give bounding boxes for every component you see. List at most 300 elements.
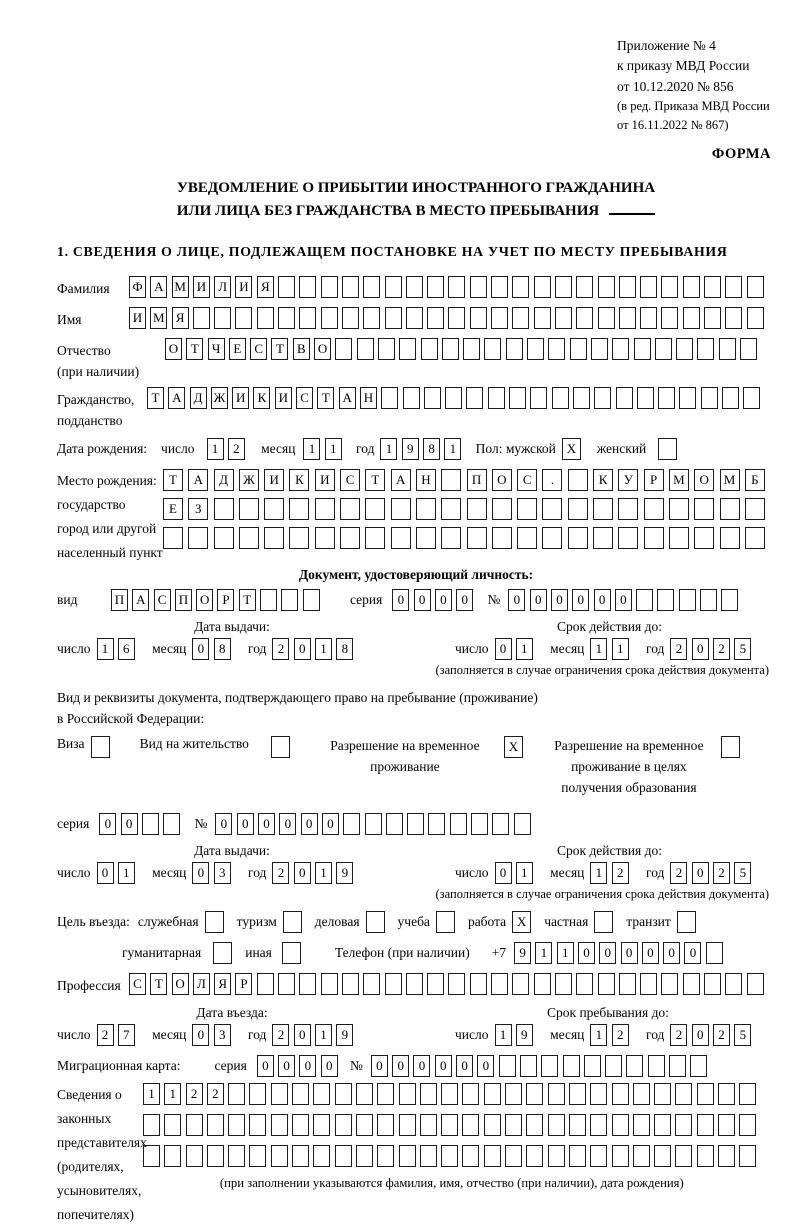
- form-cell[interactable]: [722, 387, 739, 409]
- form-cell[interactable]: П: [175, 589, 192, 611]
- form-cell[interactable]: [661, 973, 678, 995]
- form-cell[interactable]: [271, 1083, 288, 1105]
- form-cell[interactable]: [303, 589, 320, 611]
- form-cell[interactable]: [568, 469, 588, 491]
- form-cell[interactable]: Т: [147, 387, 164, 409]
- form-cell[interactable]: [697, 1145, 714, 1167]
- form-cell[interactable]: [264, 527, 284, 549]
- form-cell[interactable]: С: [129, 973, 146, 995]
- form-cell[interactable]: [214, 498, 234, 520]
- form-cell[interactable]: [365, 527, 385, 549]
- form-cell[interactable]: [697, 1114, 714, 1136]
- form-cell[interactable]: [573, 387, 590, 409]
- form-cell[interactable]: [718, 1145, 735, 1167]
- form-cell[interactable]: Я: [172, 307, 189, 329]
- form-cell[interactable]: [700, 589, 717, 611]
- form-cell[interactable]: [283, 911, 302, 933]
- form-cell[interactable]: 1: [557, 942, 574, 964]
- form-cell[interactable]: [721, 589, 738, 611]
- form-cell[interactable]: О: [165, 338, 182, 360]
- form-cell[interactable]: 0: [578, 942, 595, 964]
- form-cell[interactable]: 1: [535, 942, 552, 964]
- form-cell[interactable]: [278, 307, 295, 329]
- form-cell[interactable]: [335, 1083, 352, 1105]
- form-cell[interactable]: [491, 973, 508, 995]
- form-cell[interactable]: 1: [315, 862, 332, 884]
- form-cell[interactable]: [335, 338, 352, 360]
- form-cell[interactable]: [378, 338, 395, 360]
- form-cell[interactable]: 0: [508, 589, 525, 611]
- form-cell[interactable]: 2: [670, 638, 687, 660]
- form-cell[interactable]: Т: [150, 973, 167, 995]
- form-cell[interactable]: 0: [599, 942, 616, 964]
- form-cell[interactable]: [593, 527, 613, 549]
- form-cell[interactable]: С: [340, 469, 360, 491]
- form-cell[interactable]: [747, 973, 764, 995]
- form-cell[interactable]: [618, 527, 638, 549]
- form-cell[interactable]: [249, 1114, 266, 1136]
- form-cell[interactable]: [420, 1114, 437, 1136]
- form-cell[interactable]: [637, 387, 654, 409]
- form-cell[interactable]: [648, 1055, 665, 1077]
- form-cell[interactable]: [593, 498, 613, 520]
- form-cell[interactable]: О: [196, 589, 213, 611]
- form-cell[interactable]: [542, 527, 562, 549]
- form-cell[interactable]: [292, 1083, 309, 1105]
- form-cell[interactable]: [677, 911, 696, 933]
- form-cell[interactable]: [142, 813, 159, 835]
- form-cell[interactable]: [704, 307, 721, 329]
- form-cell[interactable]: [534, 307, 551, 329]
- form-cell[interactable]: [188, 527, 208, 549]
- form-cell[interactable]: [470, 307, 487, 329]
- form-cell[interactable]: [719, 338, 736, 360]
- form-cell[interactable]: Л: [214, 276, 231, 298]
- form-cell[interactable]: [526, 1114, 543, 1136]
- form-cell[interactable]: [260, 589, 277, 611]
- form-cell[interactable]: Н: [416, 469, 436, 491]
- form-cell[interactable]: [612, 338, 629, 360]
- form-cell[interactable]: [257, 973, 274, 995]
- form-cell[interactable]: [342, 973, 359, 995]
- form-cell[interactable]: [612, 1114, 629, 1136]
- form-cell[interactable]: 2: [97, 1024, 114, 1046]
- form-cell[interactable]: [471, 813, 488, 835]
- form-cell[interactable]: [675, 1114, 692, 1136]
- form-cell[interactable]: [342, 276, 359, 298]
- form-cell[interactable]: [654, 1083, 671, 1105]
- form-cell[interactable]: [257, 307, 274, 329]
- form-cell[interactable]: [356, 1145, 373, 1167]
- form-cell[interactable]: [281, 589, 298, 611]
- form-cell[interactable]: Я: [257, 276, 274, 298]
- form-cell[interactable]: [605, 1055, 622, 1077]
- form-cell[interactable]: [505, 1145, 522, 1167]
- form-cell[interactable]: [403, 387, 420, 409]
- form-cell[interactable]: Л: [193, 973, 210, 995]
- form-cell[interactable]: [683, 276, 700, 298]
- form-cell[interactable]: 0: [392, 589, 409, 611]
- form-cell[interactable]: [427, 307, 444, 329]
- form-cell[interactable]: [697, 1083, 714, 1105]
- form-cell[interactable]: [143, 1114, 160, 1136]
- form-cell[interactable]: 1: [380, 438, 397, 460]
- form-cell[interactable]: [512, 307, 529, 329]
- form-cell[interactable]: 9: [336, 1024, 353, 1046]
- form-cell[interactable]: [619, 307, 636, 329]
- form-cell[interactable]: И: [235, 276, 252, 298]
- form-cell[interactable]: 2: [272, 1024, 289, 1046]
- form-cell[interactable]: 8: [336, 638, 353, 660]
- form-cell[interactable]: 0: [279, 813, 296, 835]
- form-cell[interactable]: [527, 338, 544, 360]
- form-cell[interactable]: [569, 1083, 586, 1105]
- form-cell[interactable]: [640, 307, 657, 329]
- form-cell[interactable]: [694, 498, 714, 520]
- form-cell[interactable]: 0: [294, 1024, 311, 1046]
- form-cell[interactable]: И: [264, 469, 284, 491]
- form-cell[interactable]: [299, 973, 316, 995]
- form-cell[interactable]: З: [188, 498, 208, 520]
- form-cell[interactable]: [448, 307, 465, 329]
- form-cell[interactable]: 9: [516, 1024, 533, 1046]
- form-cell[interactable]: В: [293, 338, 310, 360]
- form-cell[interactable]: [299, 307, 316, 329]
- form-cell[interactable]: [436, 911, 455, 933]
- form-cell[interactable]: [590, 1083, 607, 1105]
- form-cell[interactable]: [340, 527, 360, 549]
- form-cell[interactable]: [186, 1114, 203, 1136]
- form-cell[interactable]: 0: [192, 862, 209, 884]
- form-cell[interactable]: [484, 338, 501, 360]
- form-cell[interactable]: [683, 973, 700, 995]
- form-cell[interactable]: 0: [615, 589, 632, 611]
- form-cell[interactable]: [636, 589, 653, 611]
- form-cell[interactable]: 0: [572, 589, 589, 611]
- form-cell[interactable]: [365, 813, 382, 835]
- form-cell[interactable]: [509, 387, 526, 409]
- form-cell[interactable]: 0: [192, 638, 209, 660]
- form-cell[interactable]: 1: [315, 1024, 332, 1046]
- form-cell[interactable]: А: [132, 589, 149, 611]
- form-cell[interactable]: [271, 736, 290, 758]
- form-cell[interactable]: [399, 1114, 416, 1136]
- form-cell[interactable]: 0: [257, 1055, 274, 1077]
- form-cell[interactable]: [634, 338, 651, 360]
- form-cell[interactable]: [569, 1145, 586, 1167]
- form-cell[interactable]: [505, 1083, 522, 1105]
- form-cell[interactable]: [512, 276, 529, 298]
- form-cell[interactable]: [569, 1114, 586, 1136]
- form-cell[interactable]: Т: [317, 387, 334, 409]
- form-cell[interactable]: [407, 813, 424, 835]
- form-cell[interactable]: 1: [315, 638, 332, 660]
- form-cell[interactable]: 1: [143, 1083, 160, 1105]
- form-cell[interactable]: 0: [192, 1024, 209, 1046]
- form-cell[interactable]: [416, 498, 436, 520]
- form-cell[interactable]: 2: [713, 862, 730, 884]
- form-cell[interactable]: С: [154, 589, 171, 611]
- form-cell[interactable]: 0: [294, 862, 311, 884]
- form-cell[interactable]: [491, 307, 508, 329]
- form-cell[interactable]: 0: [495, 862, 512, 884]
- form-cell[interactable]: 0: [121, 813, 138, 835]
- form-cell[interactable]: [679, 589, 696, 611]
- form-cell[interactable]: [618, 498, 638, 520]
- form-cell[interactable]: [706, 942, 723, 964]
- form-cell[interactable]: [542, 498, 562, 520]
- form-cell[interactable]: [492, 498, 512, 520]
- form-cell[interactable]: [365, 498, 385, 520]
- form-cell[interactable]: [442, 338, 459, 360]
- form-cell[interactable]: [530, 387, 547, 409]
- form-cell[interactable]: 1: [590, 638, 607, 660]
- form-cell[interactable]: [701, 387, 718, 409]
- form-cell[interactable]: [289, 527, 309, 549]
- form-cell[interactable]: [441, 1145, 458, 1167]
- form-cell[interactable]: [492, 813, 509, 835]
- form-cell[interactable]: Н: [360, 387, 377, 409]
- form-cell[interactable]: 0: [692, 638, 709, 660]
- form-cell[interactable]: [568, 527, 588, 549]
- form-cell[interactable]: 0: [477, 1055, 494, 1077]
- form-cell[interactable]: Ф: [129, 276, 146, 298]
- form-cell[interactable]: [640, 276, 657, 298]
- form-cell[interactable]: [228, 1083, 245, 1105]
- form-cell[interactable]: 5: [734, 862, 751, 884]
- form-cell[interactable]: П: [111, 589, 128, 611]
- form-cell[interactable]: [720, 498, 740, 520]
- form-cell[interactable]: [313, 1114, 330, 1136]
- form-cell[interactable]: [526, 1145, 543, 1167]
- form-cell[interactable]: 1: [612, 638, 629, 660]
- form-cell[interactable]: [91, 736, 110, 758]
- form-cell[interactable]: 2: [612, 862, 629, 884]
- form-cell[interactable]: [683, 307, 700, 329]
- form-cell[interactable]: [406, 276, 423, 298]
- form-cell[interactable]: [598, 307, 615, 329]
- form-cell[interactable]: [377, 1114, 394, 1136]
- form-cell[interactable]: [385, 973, 402, 995]
- form-cell[interactable]: [385, 276, 402, 298]
- form-cell[interactable]: У: [618, 469, 638, 491]
- form-cell[interactable]: 3: [214, 1024, 231, 1046]
- form-cell[interactable]: [676, 338, 693, 360]
- form-cell[interactable]: [669, 527, 689, 549]
- form-cell[interactable]: [366, 911, 385, 933]
- form-cell[interactable]: [377, 1083, 394, 1105]
- form-cell[interactable]: [427, 973, 444, 995]
- form-cell[interactable]: [363, 276, 380, 298]
- form-cell[interactable]: [315, 527, 335, 549]
- form-cell[interactable]: X: [504, 736, 523, 758]
- form-cell[interactable]: [534, 973, 551, 995]
- form-cell[interactable]: [584, 1055, 601, 1077]
- form-cell[interactable]: 0: [371, 1055, 388, 1077]
- form-cell[interactable]: [441, 1114, 458, 1136]
- form-cell[interactable]: [590, 1145, 607, 1167]
- form-cell[interactable]: [704, 276, 721, 298]
- form-cell[interactable]: [467, 527, 487, 549]
- form-cell[interactable]: [484, 1083, 501, 1105]
- form-cell[interactable]: [335, 1145, 352, 1167]
- form-cell[interactable]: [555, 973, 572, 995]
- form-cell[interactable]: [598, 973, 615, 995]
- form-cell[interactable]: [619, 276, 636, 298]
- form-cell[interactable]: 1: [97, 638, 114, 660]
- form-cell[interactable]: 1: [164, 1083, 181, 1105]
- form-cell[interactable]: X: [512, 911, 531, 933]
- form-cell[interactable]: [725, 973, 742, 995]
- form-cell[interactable]: О: [492, 469, 512, 491]
- form-cell[interactable]: [448, 276, 465, 298]
- form-cell[interactable]: [377, 1145, 394, 1167]
- form-cell[interactable]: [640, 973, 657, 995]
- form-cell[interactable]: 0: [414, 589, 431, 611]
- form-cell[interactable]: [164, 1114, 181, 1136]
- form-cell[interactable]: 1: [590, 862, 607, 884]
- form-cell[interactable]: [644, 498, 664, 520]
- form-cell[interactable]: 5: [734, 1024, 751, 1046]
- form-cell[interactable]: К: [593, 469, 613, 491]
- form-cell[interactable]: Е: [163, 498, 183, 520]
- form-cell[interactable]: [282, 942, 301, 964]
- form-cell[interactable]: 0: [215, 813, 232, 835]
- form-cell[interactable]: Т: [365, 469, 385, 491]
- form-cell[interactable]: [552, 387, 569, 409]
- form-cell[interactable]: [740, 338, 757, 360]
- form-cell[interactable]: [541, 1055, 558, 1077]
- form-cell[interactable]: [467, 498, 487, 520]
- form-cell[interactable]: [278, 973, 295, 995]
- form-cell[interactable]: [406, 307, 423, 329]
- form-cell[interactable]: [445, 387, 462, 409]
- form-cell[interactable]: 1: [495, 1024, 512, 1046]
- form-cell[interactable]: [321, 307, 338, 329]
- form-cell[interactable]: [391, 498, 411, 520]
- form-cell[interactable]: 0: [322, 813, 339, 835]
- form-cell[interactable]: [321, 276, 338, 298]
- form-cell[interactable]: [406, 973, 423, 995]
- form-cell[interactable]: [163, 813, 180, 835]
- form-cell[interactable]: И: [315, 469, 335, 491]
- form-cell[interactable]: [555, 276, 572, 298]
- form-cell[interactable]: [313, 1083, 330, 1105]
- form-cell[interactable]: 0: [456, 589, 473, 611]
- form-cell[interactable]: Т: [239, 589, 256, 611]
- form-cell[interactable]: [278, 276, 295, 298]
- form-cell[interactable]: [720, 527, 740, 549]
- form-cell[interactable]: Р: [644, 469, 664, 491]
- form-cell[interactable]: [416, 527, 436, 549]
- form-cell[interactable]: [594, 387, 611, 409]
- form-cell[interactable]: [739, 1114, 756, 1136]
- form-cell[interactable]: [484, 1145, 501, 1167]
- form-cell[interactable]: [205, 911, 224, 933]
- form-cell[interactable]: [420, 1145, 437, 1167]
- form-cell[interactable]: А: [339, 387, 356, 409]
- form-cell[interactable]: [697, 338, 714, 360]
- form-cell[interactable]: [644, 527, 664, 549]
- form-cell[interactable]: [612, 1083, 629, 1105]
- form-cell[interactable]: [690, 1055, 707, 1077]
- form-cell[interactable]: [193, 307, 210, 329]
- form-cell[interactable]: [462, 1114, 479, 1136]
- form-cell[interactable]: 9: [336, 862, 353, 884]
- form-cell[interactable]: [745, 498, 765, 520]
- form-cell[interactable]: X: [562, 438, 581, 460]
- form-cell[interactable]: [725, 307, 742, 329]
- form-cell[interactable]: [313, 1145, 330, 1167]
- form-cell[interactable]: [386, 813, 403, 835]
- form-cell[interactable]: Я: [214, 973, 231, 995]
- form-cell[interactable]: Ч: [208, 338, 225, 360]
- form-cell[interactable]: [633, 1145, 650, 1167]
- form-cell[interactable]: 0: [413, 1055, 430, 1077]
- form-cell[interactable]: [491, 276, 508, 298]
- form-cell[interactable]: 2: [713, 638, 730, 660]
- form-cell[interactable]: 1: [590, 1024, 607, 1046]
- form-cell[interactable]: [563, 1055, 580, 1077]
- form-cell[interactable]: [441, 1083, 458, 1105]
- form-cell[interactable]: 2: [272, 862, 289, 884]
- form-cell[interactable]: [271, 1114, 288, 1136]
- form-cell[interactable]: Р: [235, 973, 252, 995]
- form-cell[interactable]: 0: [642, 942, 659, 964]
- form-cell[interactable]: [340, 498, 360, 520]
- form-cell[interactable]: [462, 1145, 479, 1167]
- form-cell[interactable]: О: [172, 973, 189, 995]
- form-cell[interactable]: [499, 1055, 516, 1077]
- form-cell[interactable]: [484, 1114, 501, 1136]
- form-cell[interactable]: [576, 276, 593, 298]
- form-cell[interactable]: 1: [118, 862, 135, 884]
- form-cell[interactable]: С: [250, 338, 267, 360]
- form-cell[interactable]: 0: [692, 1024, 709, 1046]
- form-cell[interactable]: [463, 338, 480, 360]
- form-cell[interactable]: М: [172, 276, 189, 298]
- form-cell[interactable]: [381, 387, 398, 409]
- form-cell[interactable]: [441, 527, 461, 549]
- form-cell[interactable]: [506, 338, 523, 360]
- form-cell[interactable]: [661, 307, 678, 329]
- form-cell[interactable]: [385, 307, 402, 329]
- form-cell[interactable]: С: [296, 387, 313, 409]
- form-cell[interactable]: [548, 1145, 565, 1167]
- form-cell[interactable]: А: [168, 387, 185, 409]
- form-cell[interactable]: И: [129, 307, 146, 329]
- form-cell[interactable]: [343, 813, 360, 835]
- form-cell[interactable]: [264, 498, 284, 520]
- form-cell[interactable]: 5: [734, 638, 751, 660]
- form-cell[interactable]: [725, 276, 742, 298]
- form-cell[interactable]: [576, 307, 593, 329]
- form-cell[interactable]: [399, 338, 416, 360]
- form-cell[interactable]: 0: [321, 1055, 338, 1077]
- form-cell[interactable]: Б: [745, 469, 765, 491]
- form-cell[interactable]: 0: [684, 942, 701, 964]
- form-cell[interactable]: 0: [551, 589, 568, 611]
- form-cell[interactable]: О: [314, 338, 331, 360]
- form-cell[interactable]: 9: [514, 942, 531, 964]
- form-cell[interactable]: .: [542, 469, 562, 491]
- form-cell[interactable]: Т: [163, 469, 183, 491]
- form-cell[interactable]: Е: [229, 338, 246, 360]
- form-cell[interactable]: 0: [258, 813, 275, 835]
- form-cell[interactable]: [235, 307, 252, 329]
- form-cell[interactable]: [568, 498, 588, 520]
- form-cell[interactable]: Ж: [239, 469, 259, 491]
